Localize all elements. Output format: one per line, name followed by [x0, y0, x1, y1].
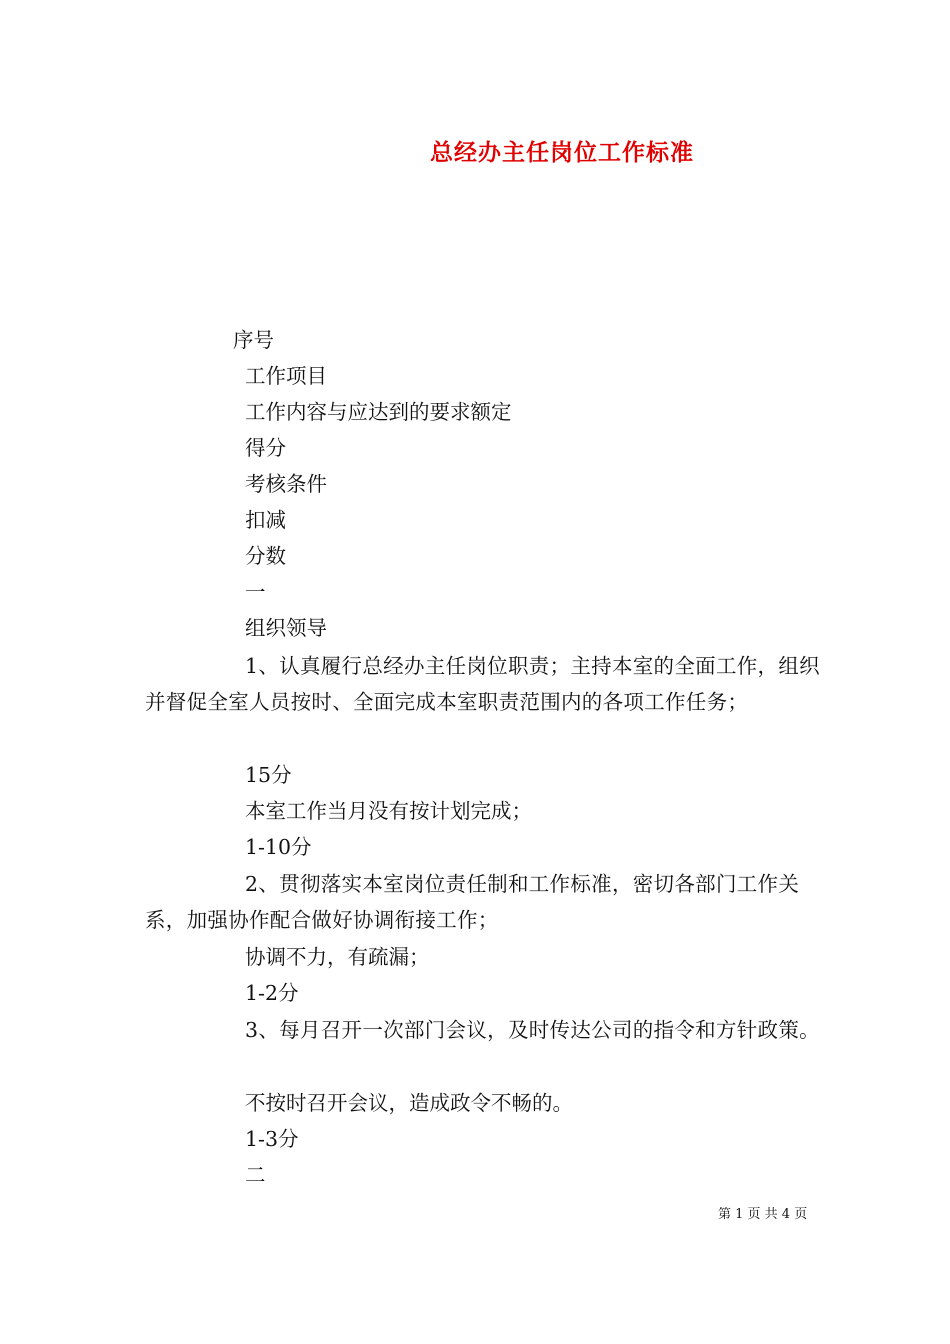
header-deduction-label: 扣减	[245, 508, 286, 532]
item-2-deduction: 1-2分	[245, 981, 299, 1005]
item-3-text: 3、每月召开一次部门会议，及时传达公司的指令和方针政策。	[245, 1018, 820, 1042]
header-score-label: 得分	[245, 436, 286, 460]
page-number-footer: 第 1 页 共 4 页	[718, 1207, 808, 1222]
item-1-condition: 本室工作当月没有按计划完成；	[245, 799, 532, 823]
item-2-condition: 协调不力，有疏漏；	[245, 945, 430, 969]
section-one-name: 组织领导	[245, 616, 327, 640]
item-3-condition: 不按时召开会议，造成政令不畅的。	[245, 1091, 573, 1115]
header-points-label: 分数	[245, 544, 286, 568]
section-one-number: 一	[245, 580, 266, 604]
item-3-deduction: 1-3分	[245, 1127, 299, 1151]
item-1-text: 1、认真履行总经办主任岗位职责；主持本室的全面工作，组织并督促全室人员按时、全面完成本室职责范围内的各项工作任务；	[145, 654, 820, 714]
item-1-deduction: 1-10分	[245, 835, 312, 859]
document-title: 总经办主任岗位工作标准	[430, 140, 694, 166]
header-work-item-label: 工作项目	[245, 364, 327, 388]
header-work-content-label: 工作内容与应达到的要求额定	[245, 400, 512, 424]
item-2-text: 2、贯彻落实本室岗位责任制和工作标准，密切各部门工作关系，加强协作配合做好协调衔接工作；	[145, 872, 800, 932]
section-two-number: 二	[245, 1163, 266, 1187]
header-condition-label: 考核条件	[245, 472, 327, 496]
item-1-score: 15分	[245, 763, 292, 787]
header-serial-label: 序号	[233, 328, 274, 352]
